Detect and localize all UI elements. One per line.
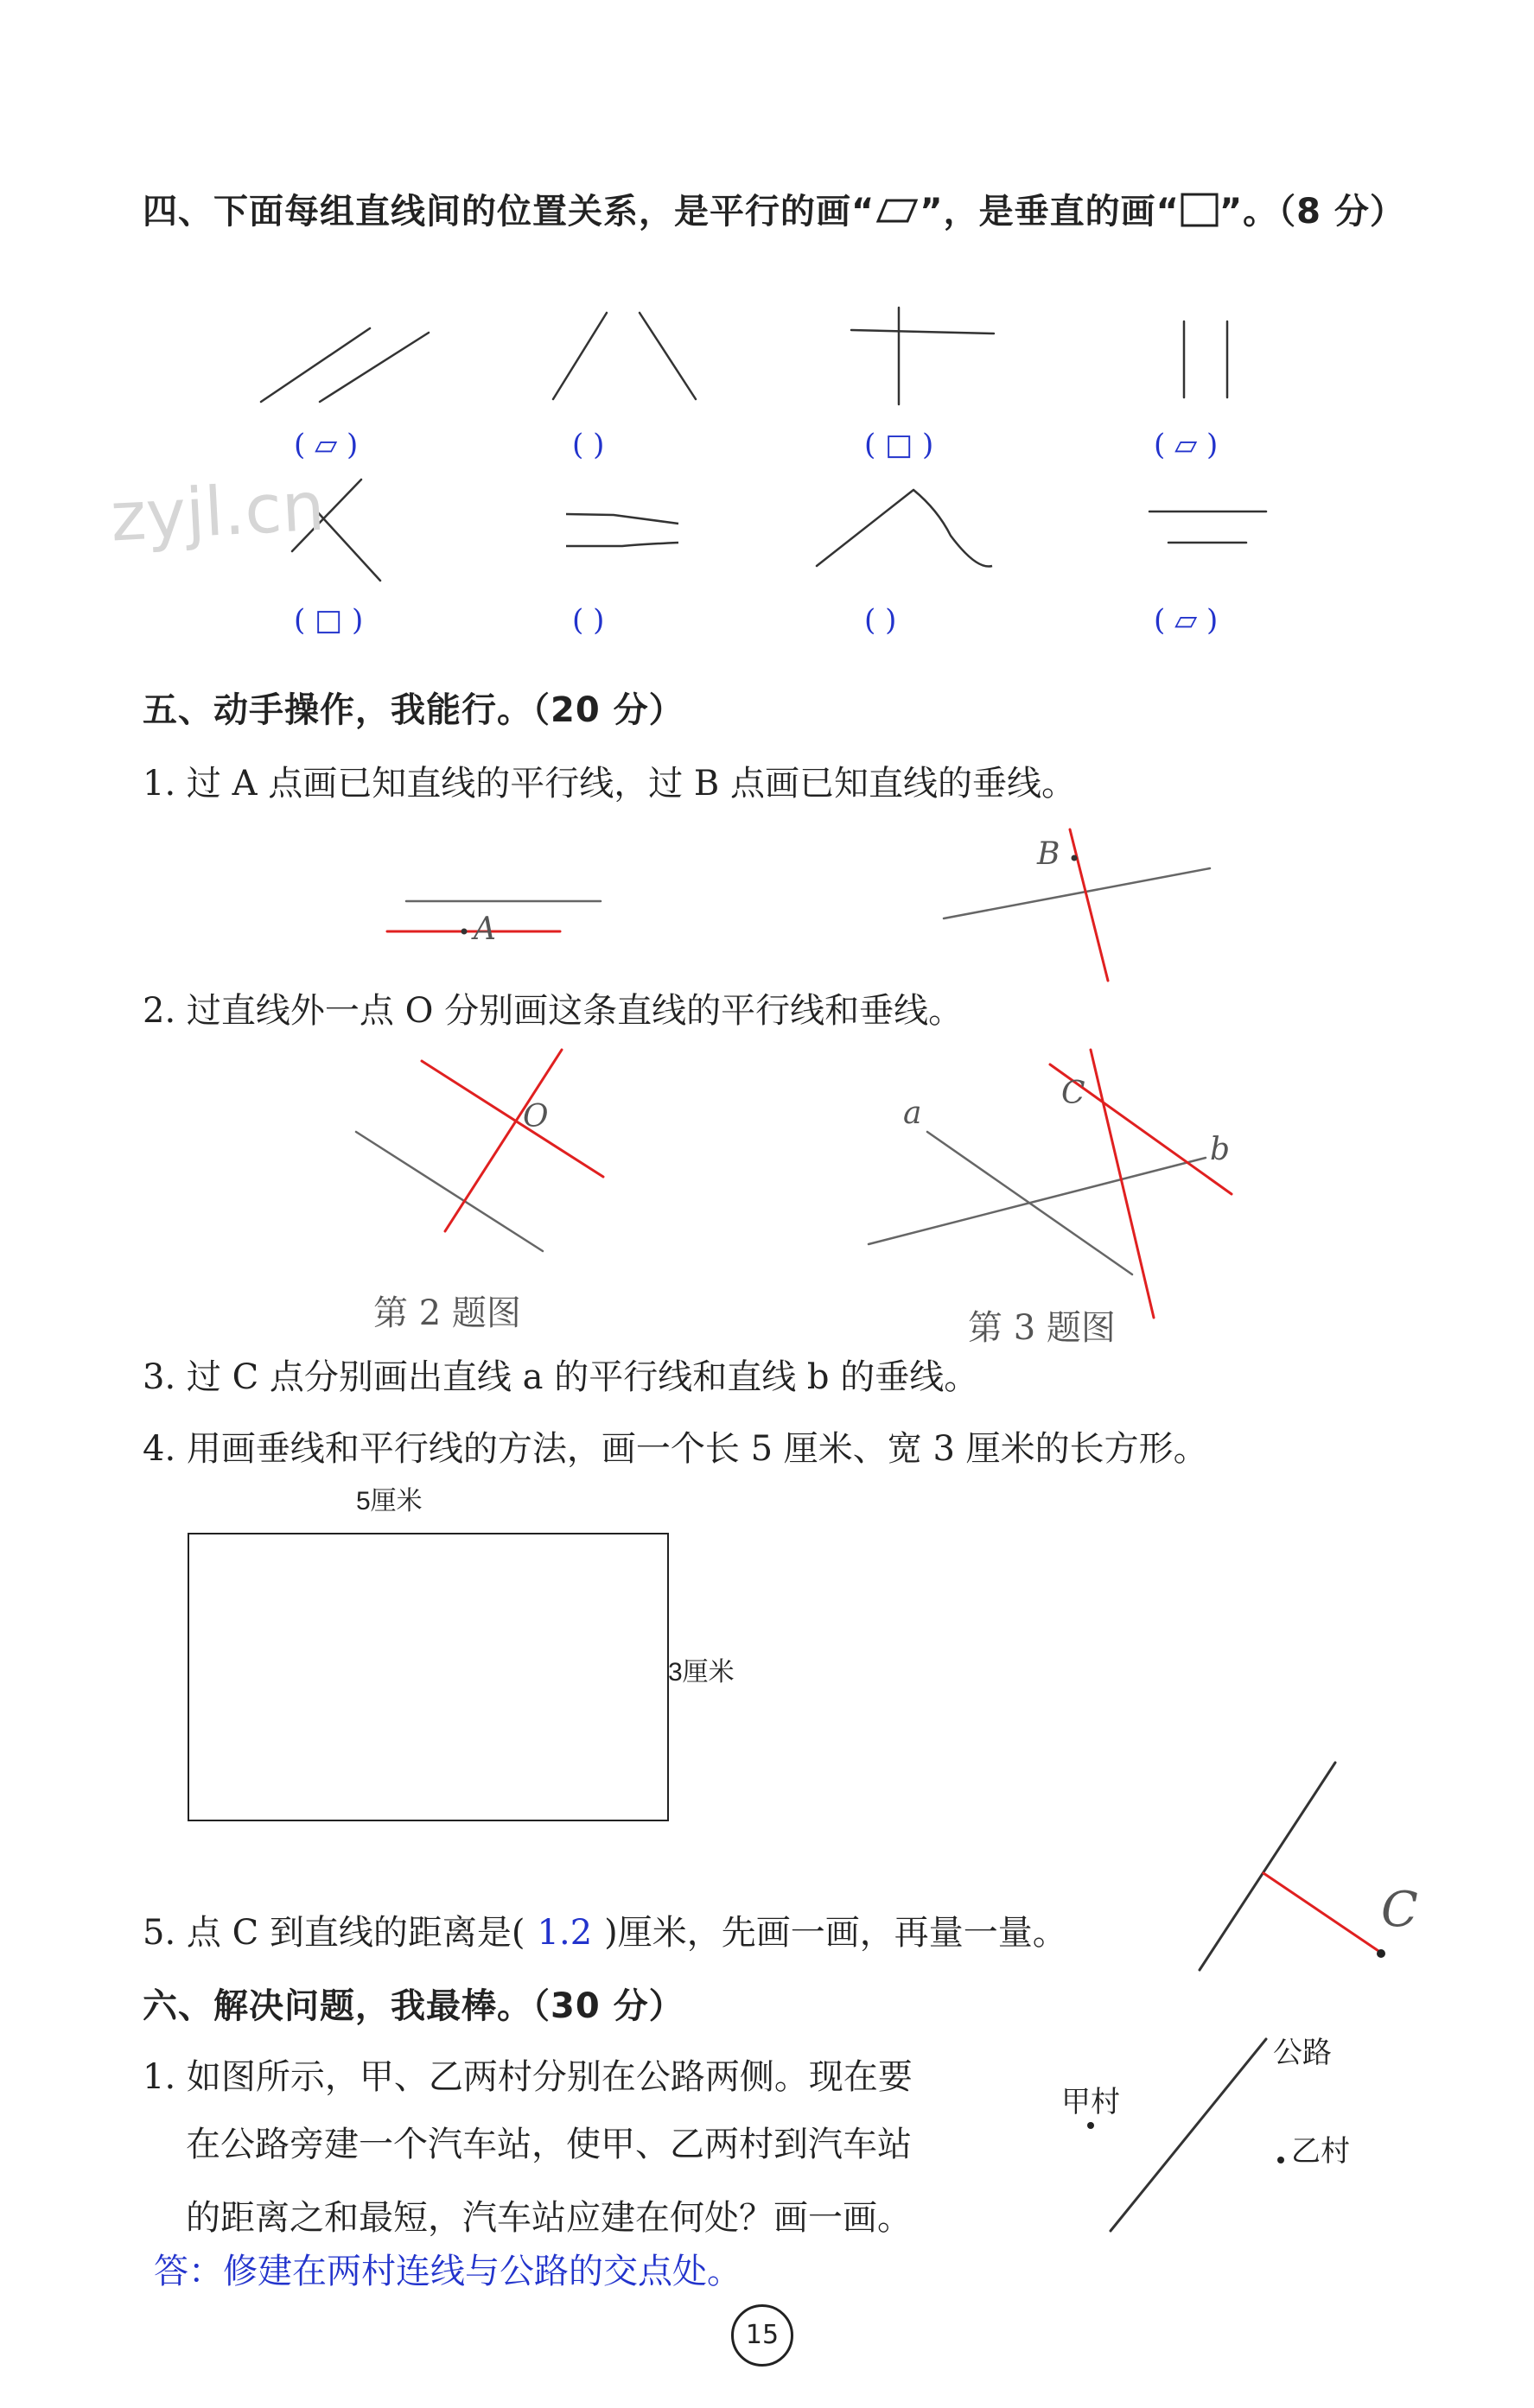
label-O: O xyxy=(523,1099,549,1134)
answer-box-5-text: ( □ ) xyxy=(294,603,364,638)
caption-fig2: 第 2 题图 xyxy=(373,1293,521,1333)
label-C-fig3: C xyxy=(1061,1076,1085,1111)
q5-answer[interactable]: 1.2 xyxy=(537,1913,593,1953)
answer-box-6-text: ( ) xyxy=(572,603,605,638)
label-road: 公路 xyxy=(1273,2036,1332,2069)
question-6-1-line2: 在公路旁建一个汽车站，使甲、乙两村到汽车站 xyxy=(186,2125,912,2164)
watermark: zyjl.cn xyxy=(108,467,327,557)
answer-box-1-text: ( ▱ ) xyxy=(294,428,359,462)
question-5-3: 3. 过 C 点分别画出直线 a 的平行线和直线 b 的垂线。 xyxy=(143,1357,979,1397)
section4-title-mid: ”，是垂直的画“ xyxy=(920,192,1180,232)
rect-length-label: 5厘米 xyxy=(356,1487,423,1515)
label-jia-village: 甲村 xyxy=(1061,2086,1120,2119)
label-yi-village: 乙村 xyxy=(1291,2135,1350,2168)
question-5-1: 1. 过 A 点画已知直线的平行线，过 B 点画已知直线的垂线。 xyxy=(143,764,1077,804)
rect-width-label: 3厘米 xyxy=(668,1658,735,1687)
page-number: 15 xyxy=(731,2304,793,2367)
section4-title-start: 四、下面每组直线间的位置关系，是平行的画“ xyxy=(143,192,875,232)
section5-title: 五、动手操作，我能行。（20 分） xyxy=(143,690,684,730)
question-5-4: 4. 用画垂线和平行线的方法，画一个长 5 厘米、宽 3 厘米的长方形。 xyxy=(143,1429,1208,1469)
section4-title-end: ”。（8 分） xyxy=(1219,192,1405,232)
label-C-q5: C xyxy=(1381,1882,1418,1938)
question-6-1-line1: 1. 如图所示，甲、乙两村分别在公路两侧。现在要 xyxy=(143,2057,913,2097)
label-a: a xyxy=(903,1096,922,1131)
caption-fig3: 第 3 题图 xyxy=(968,1308,1116,1348)
label-A: A xyxy=(474,912,496,947)
answer-box-8-text: ( ▱ ) xyxy=(1154,603,1219,638)
answer-box-2-text: ( ) xyxy=(572,428,605,462)
question-6-1-answer: 答：修建在两村连线与公路的交点处。 xyxy=(154,2252,742,2291)
label-B: B xyxy=(1037,836,1060,872)
q5-suffix: )厘米，先画一画，再量一量。 xyxy=(604,1913,1067,1953)
section6-title: 六、解决问题，我最棒。（30 分） xyxy=(143,1986,684,2026)
q5-prefix: 5. 点 C 到直线的距离是( xyxy=(143,1913,525,1953)
label-b: b xyxy=(1210,1132,1231,1167)
answer-box-7-text: ( ) xyxy=(864,603,897,638)
question-6-1-line3: 的距离之和最短，汽车站应建在何处？画一画。 xyxy=(186,2198,912,2238)
question-5-2: 2. 过直线外一点 O 分别画这条直线的平行线和垂线。 xyxy=(143,991,964,1031)
answer-box-3-text: ( □ ) xyxy=(864,428,934,462)
answer-box-4-text: ( ▱ ) xyxy=(1154,428,1219,462)
